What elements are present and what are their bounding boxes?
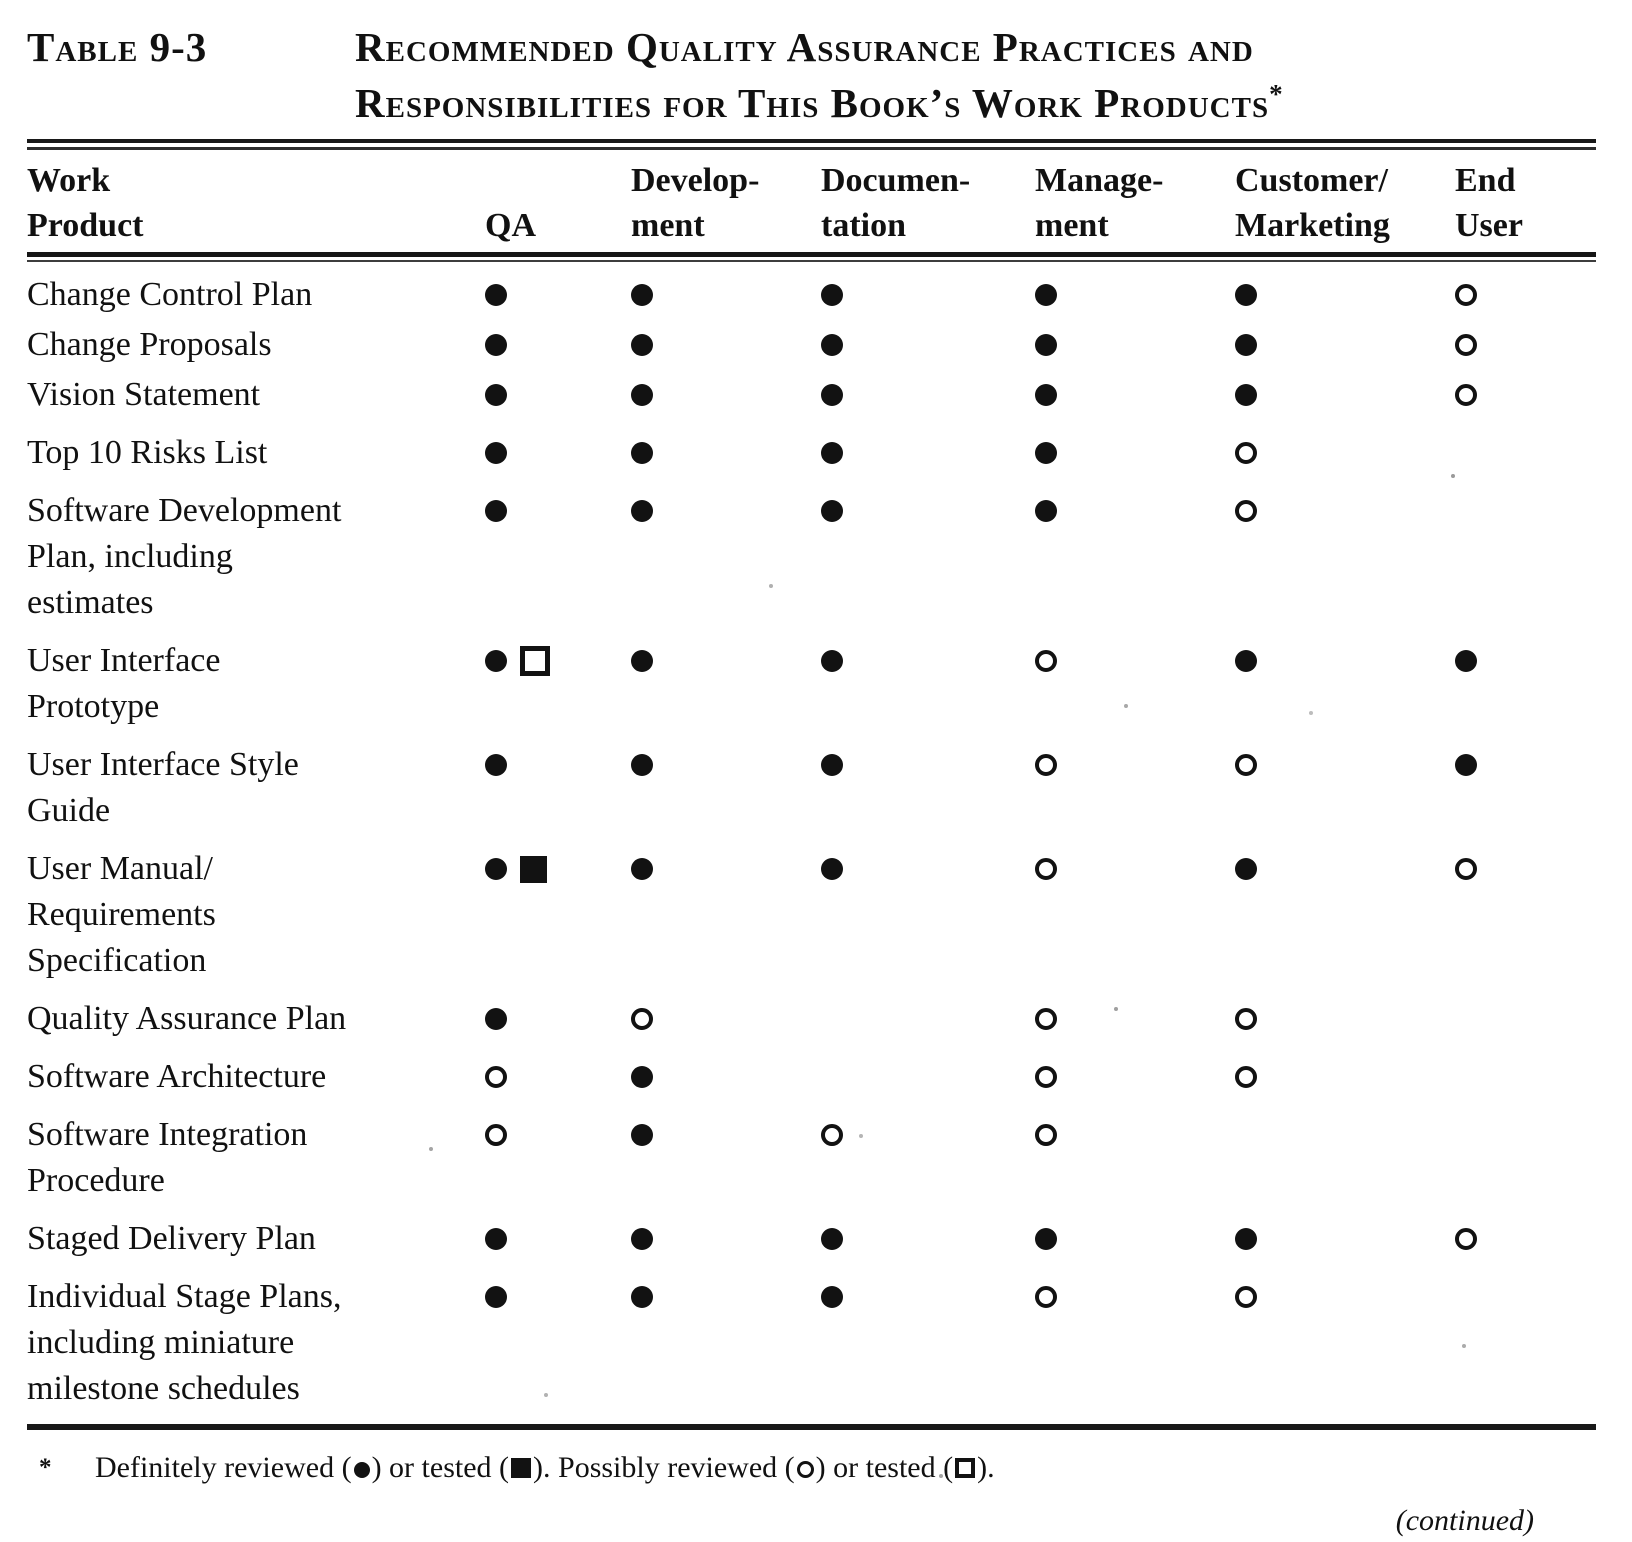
filled-circle-icon bbox=[1035, 500, 1057, 522]
open-circle-icon bbox=[1035, 858, 1057, 880]
filled-circle-icon bbox=[1035, 334, 1057, 356]
open-circle-icon bbox=[1455, 384, 1477, 406]
filled-circle-icon bbox=[631, 442, 653, 464]
cell-documentation bbox=[795, 742, 1009, 788]
filled-circle-icon bbox=[821, 754, 843, 776]
filled-circle-icon bbox=[821, 858, 843, 880]
cell-management bbox=[1009, 1112, 1209, 1158]
cell-customer_marketing bbox=[1209, 996, 1429, 1042]
cell-development bbox=[605, 1112, 795, 1158]
cell-management bbox=[1009, 846, 1209, 892]
cell-development bbox=[605, 430, 795, 476]
cell-management bbox=[1009, 488, 1209, 534]
open-circle-icon bbox=[821, 1124, 843, 1146]
table-title-line1: Recommended Quality Assurance Practices and bbox=[355, 24, 1254, 70]
cell-qa bbox=[459, 1274, 605, 1320]
open-circle-icon bbox=[1455, 1228, 1477, 1250]
footnote-text: Definitely reviewed ( ) or tested ( ). Possibly reviewed ( ) or tested ( ). bbox=[95, 1451, 995, 1484]
work-product-label: User Interface Prototype bbox=[27, 642, 221, 725]
filled-circle-icon bbox=[1235, 1228, 1257, 1250]
open-circle-icon bbox=[1235, 1066, 1257, 1088]
cell-customer_marketing bbox=[1209, 488, 1429, 534]
table-title bbox=[355, 24, 1284, 127]
open-circle-icon bbox=[1235, 500, 1257, 522]
cell-development bbox=[605, 638, 795, 684]
work-product-label: Software Development Plan, including estimates bbox=[27, 492, 342, 621]
cell-documentation bbox=[795, 488, 1009, 534]
cell-qa bbox=[459, 638, 605, 684]
cell-documentation bbox=[795, 1054, 1009, 1100]
work-product-label: Software Integration Procedure bbox=[27, 1116, 308, 1199]
work-product-label: Change Control Plan bbox=[27, 276, 313, 313]
cell-qa bbox=[459, 322, 605, 368]
open-circle-icon bbox=[1035, 1124, 1057, 1146]
table-bottom-rule bbox=[27, 1424, 1596, 1430]
filled-circle-icon bbox=[1035, 442, 1057, 464]
cell-end_user bbox=[1429, 846, 1596, 892]
filled-circle-icon bbox=[631, 1066, 653, 1088]
cell-documentation bbox=[795, 1216, 1009, 1262]
table-top-rule bbox=[27, 139, 1596, 150]
open-circle-icon bbox=[797, 1461, 814, 1478]
cell-qa bbox=[459, 430, 605, 476]
filled-circle-icon bbox=[485, 442, 507, 464]
filled-circle-icon bbox=[821, 384, 843, 406]
cell-qa bbox=[459, 1054, 605, 1100]
cell-end_user bbox=[1429, 1216, 1596, 1262]
cell-qa bbox=[459, 996, 605, 1042]
continued-note: (continued) bbox=[1395, 1504, 1534, 1537]
work-product-label: Quality Assurance Plan bbox=[27, 1000, 347, 1037]
work-product-label: Top 10 Risks List bbox=[27, 434, 268, 471]
table-caption bbox=[27, 24, 1596, 127]
cell-management bbox=[1009, 322, 1209, 368]
work-product-label: Change Proposals bbox=[27, 326, 272, 363]
cell-end_user bbox=[1429, 1054, 1596, 1100]
table-row bbox=[27, 1274, 1596, 1412]
filled-circle-icon bbox=[631, 1286, 653, 1308]
table-row bbox=[27, 488, 1596, 626]
filled-circle-icon bbox=[821, 442, 843, 464]
open-circle-icon bbox=[1235, 442, 1257, 464]
filled-circle-icon bbox=[485, 334, 507, 356]
open-circle-icon bbox=[1035, 754, 1057, 776]
work-product-label: Staged Delivery Plan bbox=[27, 1220, 316, 1257]
work-product-label: Vision Statement bbox=[27, 376, 261, 413]
filled-circle-icon bbox=[485, 754, 507, 776]
cell-development bbox=[605, 1054, 795, 1100]
filled-circle-icon bbox=[485, 650, 507, 672]
filled-circle-icon bbox=[821, 284, 843, 306]
work-product-label: User Interface Style Guide bbox=[27, 746, 299, 829]
scan-noise-specks bbox=[0, 0, 2, 2]
column-header-customer_marketing: Customer/ Marketing bbox=[1235, 162, 1390, 244]
cell-development bbox=[605, 1274, 795, 1320]
cell-management bbox=[1009, 638, 1209, 684]
filled-circle-icon bbox=[821, 1228, 843, 1250]
cell-documentation bbox=[795, 372, 1009, 418]
column-header-development: Develop- ment bbox=[631, 162, 760, 244]
cell-customer_marketing bbox=[1209, 430, 1429, 476]
open-circle-icon bbox=[1235, 754, 1257, 776]
filled-circle-icon bbox=[485, 1228, 507, 1250]
cell-end_user bbox=[1429, 742, 1596, 788]
table-row bbox=[27, 372, 1596, 418]
column-header-management: Manage- ment bbox=[1035, 162, 1164, 244]
table-title-line2: Responsibilities for This Book’s Work Products* bbox=[355, 79, 1284, 126]
table-row bbox=[27, 1054, 1596, 1100]
footnote bbox=[27, 1448, 1596, 1488]
table-row bbox=[27, 996, 1596, 1042]
filled-circle-icon bbox=[1035, 1228, 1057, 1250]
table-row bbox=[27, 638, 1596, 730]
open-circle-icon bbox=[1455, 334, 1477, 356]
cell-documentation bbox=[795, 638, 1009, 684]
open-circle-icon bbox=[485, 1066, 507, 1088]
filled-circle-icon bbox=[631, 334, 653, 356]
work-product-label: User Manual/ Requirements Specification bbox=[27, 850, 216, 979]
table-body bbox=[27, 262, 1596, 1412]
open-square-icon bbox=[520, 646, 550, 676]
cell-management bbox=[1009, 1216, 1209, 1262]
filled-circle-icon bbox=[1035, 284, 1057, 306]
filled-circle-icon bbox=[631, 754, 653, 776]
cell-development bbox=[605, 846, 795, 892]
filled-circle-icon bbox=[821, 650, 843, 672]
cell-qa bbox=[459, 488, 605, 534]
cell-management bbox=[1009, 742, 1209, 788]
cell-qa bbox=[459, 846, 605, 892]
cell-customer_marketing bbox=[1209, 846, 1429, 892]
cell-qa bbox=[459, 742, 605, 788]
cell-end_user bbox=[1429, 996, 1596, 1042]
table-row bbox=[27, 1112, 1596, 1204]
cell-qa bbox=[459, 272, 605, 318]
work-product-label: Software Architecture bbox=[27, 1058, 327, 1095]
cell-development bbox=[605, 1216, 795, 1262]
table-row bbox=[27, 846, 1596, 984]
open-circle-icon bbox=[1035, 1008, 1057, 1030]
open-circle-icon bbox=[1235, 1008, 1257, 1030]
cell-qa bbox=[459, 372, 605, 418]
table-row bbox=[27, 742, 1596, 834]
cell-documentation bbox=[795, 272, 1009, 318]
cell-customer_marketing bbox=[1209, 638, 1429, 684]
open-circle-icon bbox=[485, 1124, 507, 1146]
filled-circle-icon bbox=[631, 858, 653, 880]
cell-customer_marketing bbox=[1209, 272, 1429, 318]
column-header-row bbox=[27, 150, 1596, 248]
table-row bbox=[27, 322, 1596, 368]
cell-end_user bbox=[1429, 488, 1596, 534]
cell-customer_marketing bbox=[1209, 372, 1429, 418]
filled-circle-icon bbox=[631, 384, 653, 406]
cell-documentation bbox=[795, 430, 1009, 476]
header-bottom-rule bbox=[27, 252, 1596, 262]
cell-end_user bbox=[1429, 372, 1596, 418]
filled-square-icon bbox=[520, 856, 547, 883]
open-circle-icon bbox=[1235, 1286, 1257, 1308]
cell-development bbox=[605, 272, 795, 318]
cell-end_user bbox=[1429, 1274, 1596, 1320]
cell-customer_marketing bbox=[1209, 1112, 1429, 1158]
filled-square-icon bbox=[511, 1458, 531, 1478]
filled-circle-icon bbox=[1235, 858, 1257, 880]
filled-circle-icon bbox=[485, 284, 507, 306]
cell-management bbox=[1009, 372, 1209, 418]
filled-circle-icon bbox=[1235, 284, 1257, 306]
filled-circle-icon bbox=[1455, 650, 1477, 672]
table-row bbox=[27, 1216, 1596, 1262]
filled-circle-icon bbox=[631, 1124, 653, 1146]
open-circle-icon bbox=[1035, 1066, 1057, 1088]
cell-end_user bbox=[1429, 322, 1596, 368]
filled-circle-icon bbox=[821, 334, 843, 356]
cell-customer_marketing bbox=[1209, 742, 1429, 788]
cell-documentation bbox=[795, 1274, 1009, 1320]
filled-circle-icon bbox=[1235, 334, 1257, 356]
open-circle-icon bbox=[631, 1008, 653, 1030]
cell-development bbox=[605, 322, 795, 368]
open-square-icon bbox=[955, 1458, 975, 1478]
work-product-label: Individual Stage Plans, including miniature milestone schedules bbox=[27, 1278, 342, 1407]
cell-management bbox=[1009, 1274, 1209, 1320]
cell-customer_marketing bbox=[1209, 322, 1429, 368]
table-row bbox=[27, 430, 1596, 476]
cell-documentation bbox=[795, 322, 1009, 368]
filled-circle-icon bbox=[821, 1286, 843, 1308]
filled-circle-icon bbox=[485, 1008, 507, 1030]
filled-circle-icon bbox=[631, 500, 653, 522]
table-number: Table 9-3 bbox=[27, 24, 208, 70]
cell-development bbox=[605, 996, 795, 1042]
filled-circle-icon bbox=[1035, 384, 1057, 406]
filled-circle-icon bbox=[1235, 384, 1257, 406]
cell-management bbox=[1009, 272, 1209, 318]
filled-circle-icon bbox=[485, 858, 507, 880]
filled-circle-icon bbox=[631, 284, 653, 306]
cell-documentation bbox=[795, 846, 1009, 892]
cell-qa bbox=[459, 1216, 605, 1262]
filled-circle-icon bbox=[485, 500, 507, 522]
open-circle-icon bbox=[1455, 284, 1477, 306]
cell-management bbox=[1009, 1054, 1209, 1100]
footnote-marker: * bbox=[39, 1454, 52, 1481]
cell-management bbox=[1009, 996, 1209, 1042]
cell-end_user bbox=[1429, 272, 1596, 318]
open-circle-icon bbox=[1035, 1286, 1057, 1308]
filled-circle-icon bbox=[631, 1228, 653, 1250]
cell-end_user bbox=[1429, 638, 1596, 684]
filled-circle-icon bbox=[1235, 650, 1257, 672]
filled-circle-icon bbox=[485, 384, 507, 406]
cell-documentation bbox=[795, 996, 1009, 1042]
filled-circle-icon bbox=[631, 650, 653, 672]
open-circle-icon bbox=[1455, 858, 1477, 880]
column-header-end_user: End User bbox=[1455, 162, 1523, 244]
cell-customer_marketing bbox=[1209, 1216, 1429, 1262]
cell-development bbox=[605, 488, 795, 534]
column-header-qa: QA bbox=[485, 207, 536, 244]
filled-circle-icon bbox=[354, 1462, 370, 1478]
cell-end_user bbox=[1429, 430, 1596, 476]
cell-end_user bbox=[1429, 1112, 1596, 1158]
cell-customer_marketing bbox=[1209, 1274, 1429, 1320]
cell-management bbox=[1009, 430, 1209, 476]
table-row bbox=[27, 272, 1596, 318]
title-asterisk: * bbox=[1269, 79, 1284, 109]
cell-development bbox=[605, 742, 795, 788]
filled-circle-icon bbox=[821, 500, 843, 522]
cell-customer_marketing bbox=[1209, 1054, 1429, 1100]
filled-circle-icon bbox=[485, 1286, 507, 1308]
cell-documentation bbox=[795, 1112, 1009, 1158]
filled-circle-icon bbox=[1455, 754, 1477, 776]
open-circle-icon bbox=[1035, 650, 1057, 672]
cell-development bbox=[605, 372, 795, 418]
cell-qa bbox=[459, 1112, 605, 1158]
column-header-documentation: Documen- tation bbox=[821, 162, 971, 244]
column-header-work_product: Work Product bbox=[27, 162, 144, 244]
